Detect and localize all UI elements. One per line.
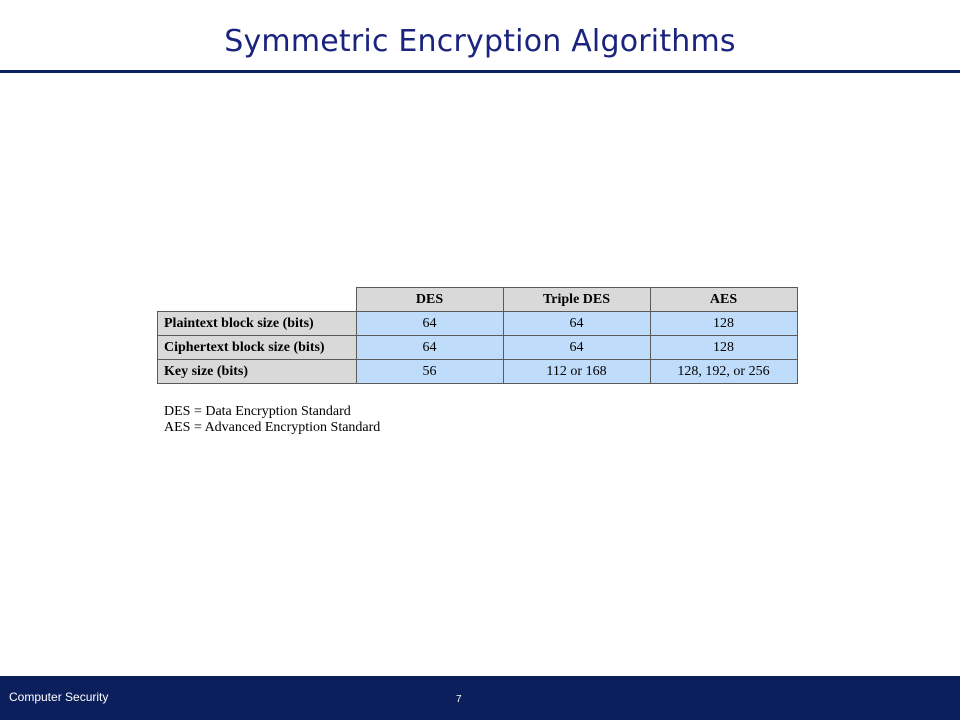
table-cell: 64 xyxy=(356,336,503,360)
row-label-plaintext-block-size: Plaintext block size (bits) xyxy=(158,312,357,336)
table-cell: 128 xyxy=(650,336,797,360)
note-des-definition: DES = Data Encryption Standard xyxy=(164,404,351,419)
table-row xyxy=(158,360,798,384)
table-row xyxy=(158,336,798,360)
table-corner-cell xyxy=(158,288,357,312)
table-cell: 64 xyxy=(503,312,650,336)
column-header-des: DES xyxy=(356,288,503,312)
table-cell: 128 xyxy=(650,312,797,336)
table-header-row xyxy=(158,288,798,312)
table-cell: 56 xyxy=(356,360,503,384)
abbreviation-notes xyxy=(164,404,380,436)
table-cell: 64 xyxy=(503,336,650,360)
table-cell: 64 xyxy=(356,312,503,336)
footer-bar xyxy=(0,676,960,720)
encryption-comparison-table xyxy=(157,287,798,384)
slide-title: Symmetric Encryption Algorithms xyxy=(224,24,736,59)
column-header-triple-des: Triple DES xyxy=(503,288,650,312)
note-aes-definition: AES = Advanced Encryption Standard xyxy=(164,420,381,435)
table-cell: 128, 192, or 256 xyxy=(650,360,797,384)
column-header-aes: AES xyxy=(650,288,797,312)
table-cell: 112 or 168 xyxy=(503,360,650,384)
page-number: 7 xyxy=(456,694,462,705)
row-label-key-size: Key size (bits) xyxy=(158,360,357,384)
title-divider xyxy=(0,70,960,73)
footer-course-title: Computer Security xyxy=(9,690,109,704)
row-label-ciphertext-block-size: Ciphertext block size (bits) xyxy=(158,336,357,360)
table-row xyxy=(158,312,798,336)
